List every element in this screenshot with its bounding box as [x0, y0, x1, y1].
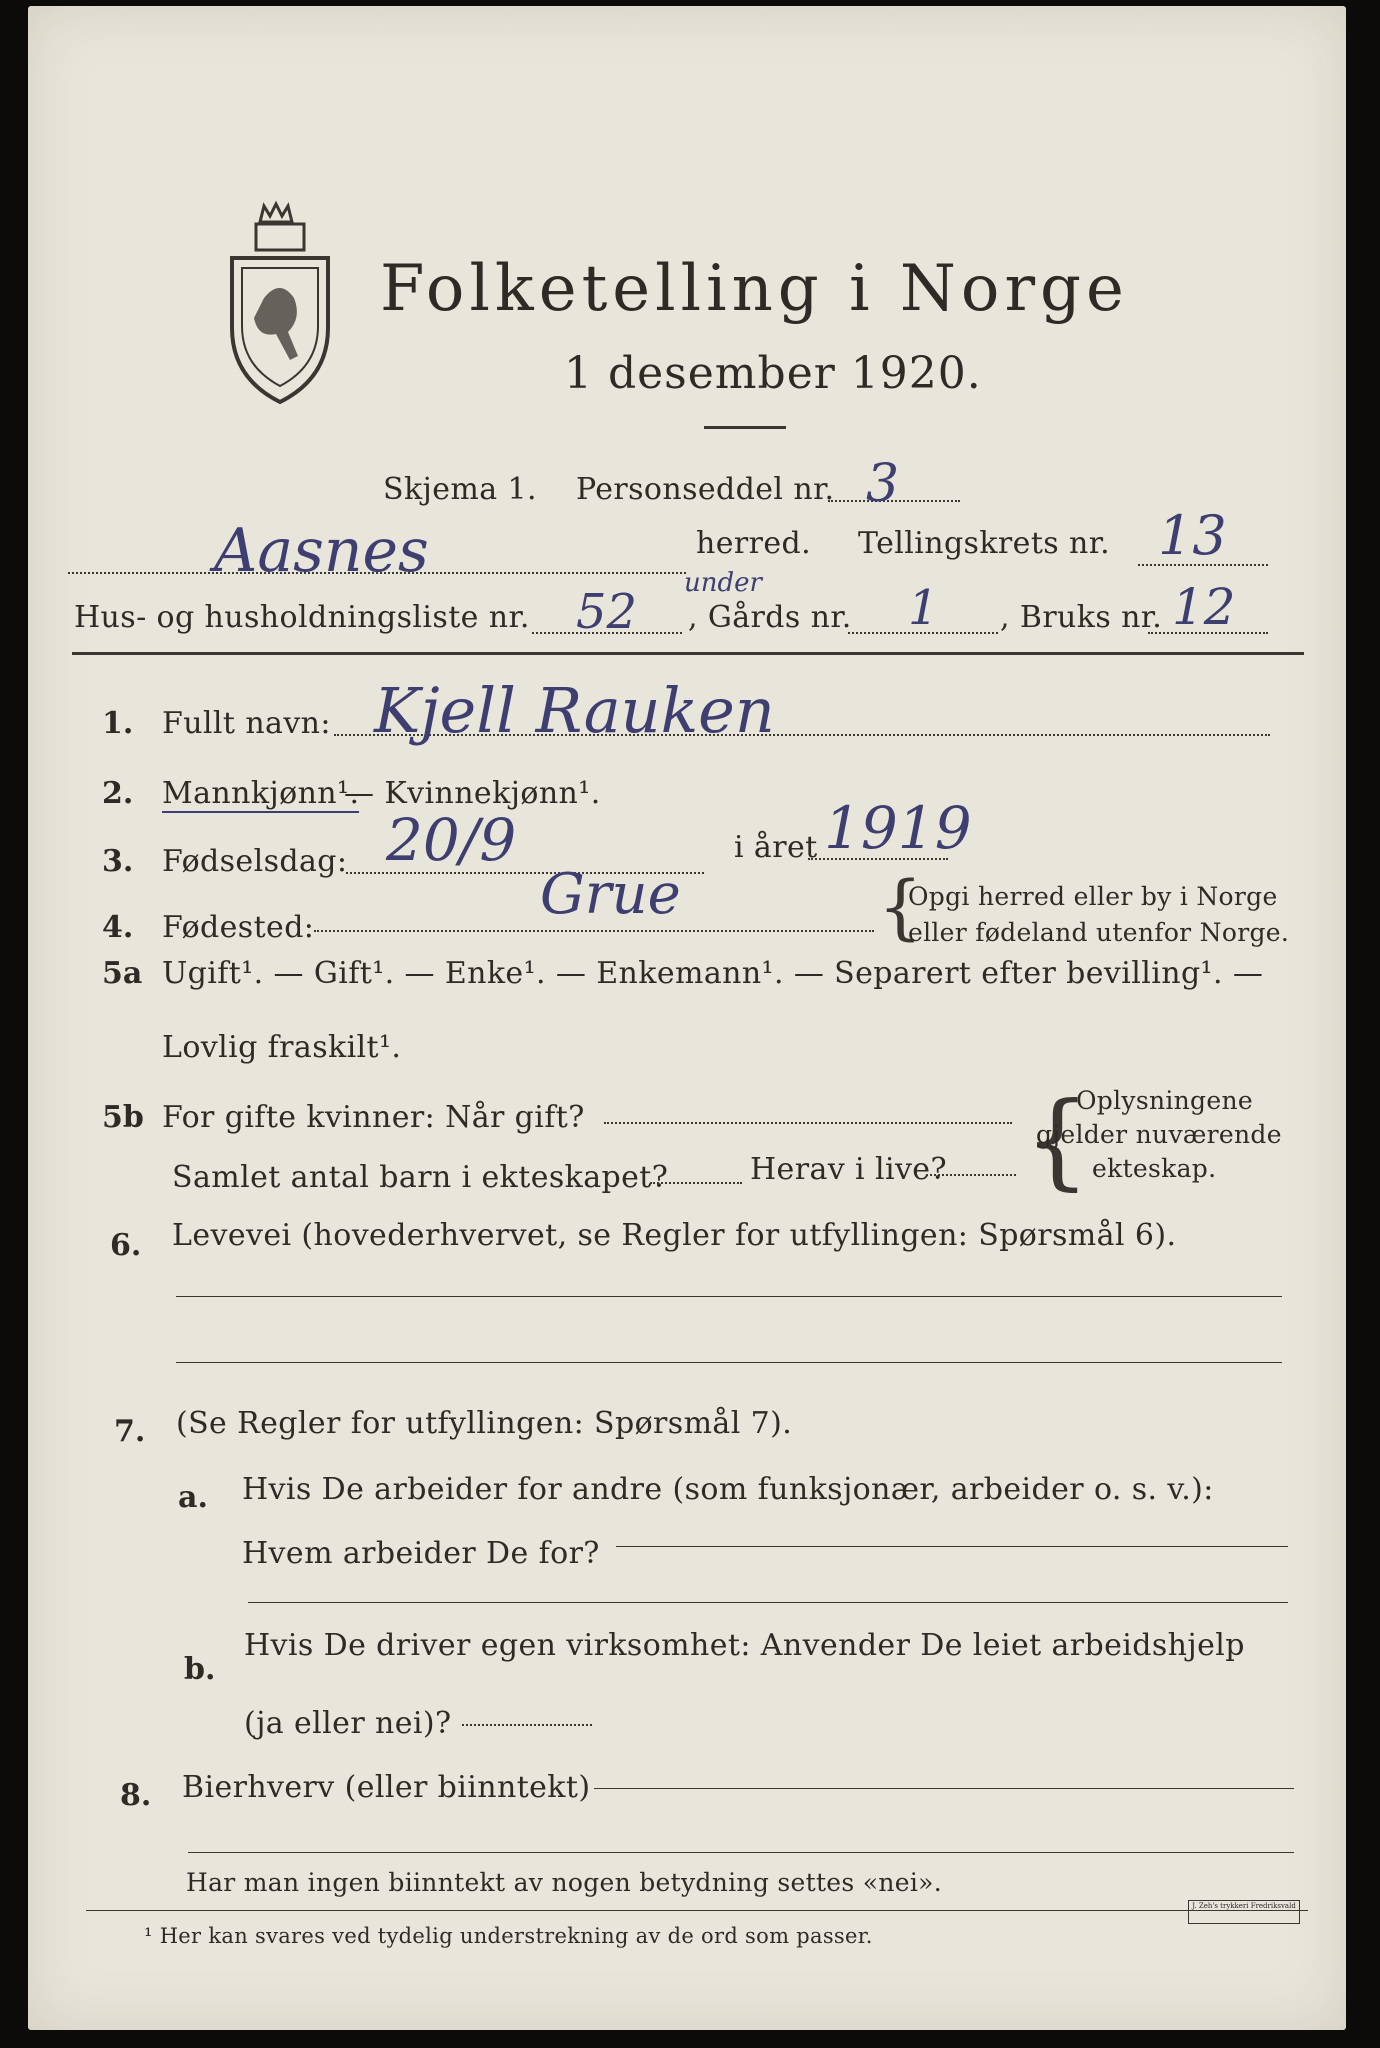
q7-number: 7.	[114, 1414, 146, 1449]
q7b-letter: b.	[184, 1652, 216, 1687]
children-alive-label: Herav i live?	[750, 1152, 947, 1187]
full-name-value[interactable]: Kjell Rauken	[374, 674, 775, 747]
herred-value[interactable]: Aasnes	[214, 516, 429, 586]
full-name-label: Fullt navn:	[162, 706, 331, 741]
birthplace-label: Fødested:	[162, 910, 315, 945]
birthplace-note-line2: eller fødeland utenfor Norge.	[908, 918, 1290, 947]
side-income-line	[594, 1788, 1294, 1789]
census-date: 1 desember 1920.	[564, 348, 982, 399]
q5b-number: 5b	[102, 1100, 144, 1135]
birthplace-note-line1: Opgi herred eller by i Norge	[908, 882, 1278, 911]
marriage-note-line3: ekteskap.	[1092, 1154, 1217, 1183]
bruks-label: , Bruks nr.	[1000, 600, 1163, 635]
marital-divorced-option[interactable]: Lovlig fraskilt¹.	[162, 1030, 402, 1065]
personseddel-label: Personseddel nr.	[576, 472, 835, 507]
husliste-label: Hus- og husholdningsliste nr.	[74, 600, 530, 635]
q7-label: (Se Regler for utfyllingen: Spørsmål 7).	[176, 1406, 793, 1441]
tellingskrets-label: Tellingskrets nr.	[858, 526, 1111, 561]
q1-number: 1.	[102, 706, 134, 741]
employer-label: Hvem arbeider De for?	[242, 1536, 600, 1571]
side-income-line-2	[188, 1852, 1294, 1853]
gender-male-option[interactable]: Mannkjønn¹.	[162, 776, 360, 811]
birthplace-value[interactable]: Grue	[540, 862, 681, 927]
occupation-line-1	[176, 1296, 1282, 1297]
birth-year-label: i året	[734, 830, 818, 865]
form-title: Folketelling i Norge	[380, 252, 1129, 326]
header-divider	[72, 652, 1304, 655]
q6-number: 6.	[110, 1228, 142, 1263]
q4-number: 4.	[102, 910, 134, 945]
birthplace-brace: {	[878, 866, 923, 948]
q3-number: 3.	[102, 844, 134, 879]
children-alive-line	[926, 1174, 1016, 1176]
marriage-note-line2: gjelder nuværende	[1036, 1120, 1282, 1149]
children-count-line	[650, 1182, 742, 1184]
q7a-letter: a.	[178, 1480, 208, 1515]
q7b-line1: Hvis De driver egen virksomhet: Anvender De leiet arbeidshjelp	[244, 1628, 1245, 1663]
tellingskrets-value[interactable]: 13	[1158, 504, 1227, 567]
title-divider	[704, 426, 786, 429]
gards-label: , Gårds nr.	[688, 600, 852, 635]
birth-year-value[interactable]: 1919	[824, 794, 972, 862]
married-when-label: For gifte kvinner: Når gift?	[162, 1100, 585, 1135]
husliste-extra-note: under	[684, 568, 762, 598]
printer-stamp: J. Zeh's trykkeri Fredriksvald	[1188, 1900, 1300, 1924]
married-when-line	[604, 1122, 1012, 1124]
occupation-line-2	[176, 1362, 1282, 1363]
q7a-line1: Hvis De arbeider for andre (som funksjonær, arbeider o. s. v.):	[242, 1472, 1214, 1507]
husliste-value[interactable]: 52	[576, 584, 638, 640]
birth-date-value[interactable]: 20/9	[386, 806, 517, 874]
occupation-label: Levevei (hovederhvervet, se Regler for utfyllingen: Spørsmål 6).	[172, 1218, 1177, 1253]
herred-line	[68, 572, 686, 574]
q8-number: 8.	[120, 1778, 152, 1813]
employer-line-2	[248, 1602, 1288, 1603]
marriage-note-line1: Oplysningene	[1076, 1086, 1253, 1115]
bruks-value[interactable]: 12	[1172, 578, 1236, 636]
q2-number: 2.	[102, 776, 134, 811]
footnote-divider	[86, 1910, 1308, 1911]
birth-date-label: Fødselsdag:	[162, 844, 348, 879]
q5a-number: 5a	[102, 956, 143, 991]
footnote: ¹ Her kan svares ved tydelig understrekning av de ord som passer.	[144, 1924, 873, 1948]
skjema-label: Skjema 1.	[383, 472, 537, 507]
hired-help-label: (ja eller nei)?	[244, 1706, 452, 1741]
coat-of-arms-emblem	[224, 198, 336, 408]
census-form	[28, 6, 1346, 2030]
marital-status-options[interactable]: Ugift¹. — Gift¹. — Enke¹. — Enkemann¹. — Separert efter bevilling¹. —	[162, 956, 1264, 991]
gards-value[interactable]: 1	[908, 580, 939, 636]
marriage-note-brace: {	[1024, 1079, 1091, 1201]
personseddel-value[interactable]: 3	[866, 454, 900, 514]
gender-female-option[interactable]: — Kvinnekjønn¹.	[344, 776, 601, 811]
children-count-label: Samlet antal barn i ekteskapet?	[172, 1160, 669, 1195]
side-income-note: Har man ingen biinntekt av nogen betydning settes «nei».	[186, 1868, 942, 1897]
birthplace-line	[314, 930, 874, 932]
employer-line	[616, 1546, 1288, 1547]
herred-label: herred.	[696, 526, 812, 561]
side-income-label: Bierhverv (eller biinntekt)	[182, 1770, 591, 1805]
hired-help-line	[462, 1724, 592, 1726]
